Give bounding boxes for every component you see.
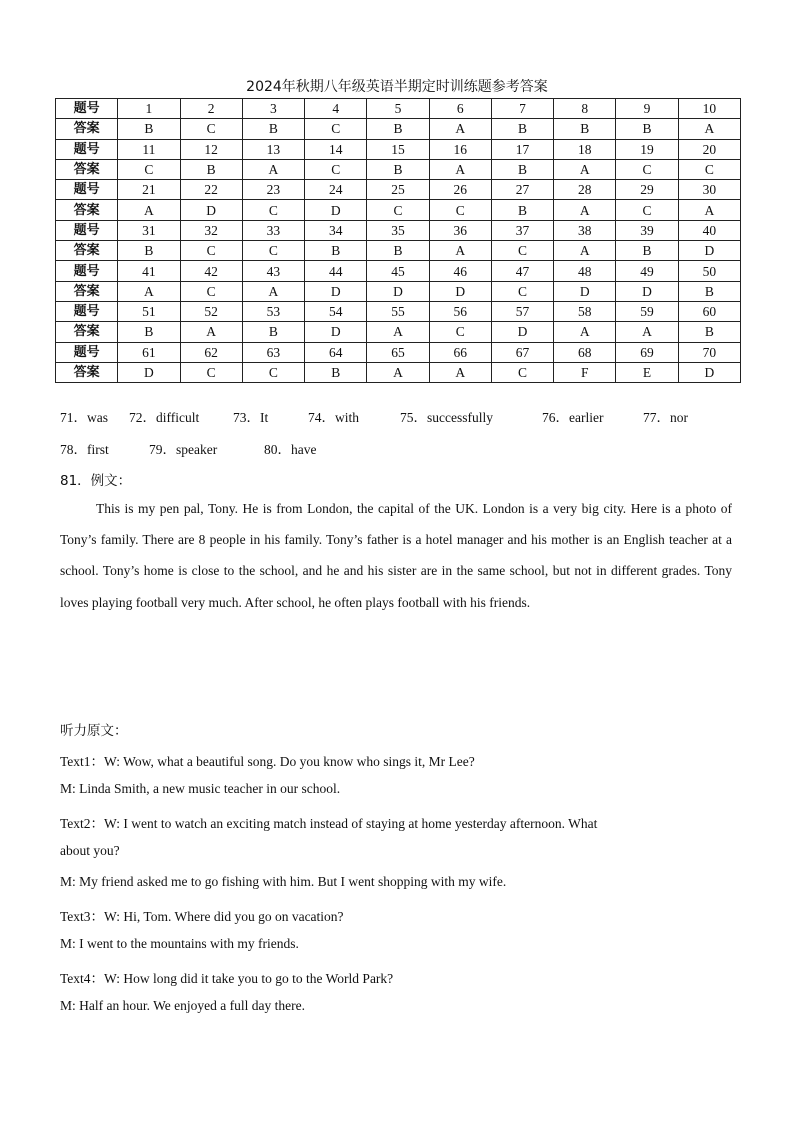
fill-answer-74: 74．with [308,410,360,425]
question-number-cell: 66 [429,342,491,362]
answer-cell: A [554,322,616,342]
answer-cell: A [554,159,616,179]
question-number-cell: 34 [305,220,367,240]
answer-cell: A [242,159,304,179]
question-number-cell: 20 [678,139,740,159]
answer-cell: C [491,281,553,301]
answer-cell: C [118,159,180,179]
question-number-cell: 65 [367,342,429,362]
answer-cell: B [367,241,429,261]
question-number-cell: 36 [429,220,491,240]
answer-cell: C [180,119,242,139]
question-number-cell: 4 [305,99,367,119]
question-number-label: 题号 [56,301,118,321]
answer-cell: D [305,281,367,301]
answer-cell: C [242,241,304,261]
question-number-cell: 64 [305,342,367,362]
answer-cell: C [491,241,553,261]
question-number-cell: 63 [242,342,304,362]
question-number-cell: 1 [118,99,180,119]
question-number-cell: 22 [180,180,242,200]
listening-line: M: I went to the mountains with my friends. [60,936,299,951]
answer-cell: D [616,281,678,301]
question-number-cell: 6 [429,99,491,119]
answer-cell: B [491,159,553,179]
answer-cell: C [180,281,242,301]
answer-cell: B [118,119,180,139]
answer-label: 答案 [56,119,118,139]
listening-line: M: My friend asked me to go fishing with him. But I went shopping with my wife. [60,874,507,889]
answer-cell: B [491,119,553,139]
answer-cell: B [242,322,304,342]
answer-cell: C [180,241,242,261]
question-number-cell: 28 [554,180,616,200]
question-number-cell: 62 [180,342,242,362]
answer-cell: A [367,362,429,382]
answer-cell: A [678,119,740,139]
question-number-cell: 21 [118,180,180,200]
answer-cell: B [491,200,553,220]
fill-in-line-1 [60,406,688,426]
question-number-cell: 53 [242,301,304,321]
answer-label: 答案 [56,200,118,220]
question-number-cell: 24 [305,180,367,200]
answer-label: 答案 [56,159,118,179]
answer-cell: A [429,241,491,261]
answer-cell: F [554,362,616,382]
question-number-cell: 69 [616,342,678,362]
listening-line: M: Half an hour. We enjoyed a full day there. [60,998,305,1013]
question-number-cell: 33 [242,220,304,240]
answer-cell: C [305,159,367,179]
answer-cell: D [678,362,740,382]
answer-cell: C [678,159,740,179]
answer-cell: C [429,322,491,342]
answer-cell: D [429,281,491,301]
answer-row [56,159,741,179]
question-number-cell: 52 [180,301,242,321]
question-number-cell: 31 [118,220,180,240]
answer-cell: A [429,362,491,382]
question-number-label: 题号 [56,180,118,200]
answer-cell: C [367,200,429,220]
question-number-cell: 5 [367,99,429,119]
fill-answer-72: 72．difficult [129,410,200,425]
question-number-cell: 44 [305,261,367,281]
fill-in-line-2 [60,438,316,458]
fill-answer-71: 71．was [60,410,108,425]
question-number-cell: 14 [305,139,367,159]
answer-cell: B [616,241,678,261]
question-number-cell: 35 [367,220,429,240]
answer-cell: A [678,200,740,220]
fill-answer-76: 76．earlier [542,410,604,425]
question-number-cell: 23 [242,180,304,200]
question-number-cell: 18 [554,139,616,159]
answer-cell: B [305,241,367,261]
question-number-cell: 39 [616,220,678,240]
question-number-cell: 11 [118,139,180,159]
question-number-cell: 45 [367,261,429,281]
answer-cell: A [118,281,180,301]
question-number-cell: 32 [180,220,242,240]
question-number-cell: 56 [429,301,491,321]
question-number-cell: 15 [367,139,429,159]
question-number-row [56,139,741,159]
fill-answer-79: 79．speaker [149,442,218,457]
listening-line: Text4：W: How long did it take you to go to the World Park? [60,971,394,986]
answer-cell: A [367,322,429,342]
answer-cell: B [367,159,429,179]
answer-cell: D [554,281,616,301]
answer-cell: B [118,241,180,261]
question-number-row [56,180,741,200]
fill-answer-80: 80．have [264,442,317,457]
fill-answer-75: 75．successfully [400,410,493,425]
answer-cell: C [616,200,678,220]
question-number-cell: 2 [180,99,242,119]
question-number-label: 题号 [56,139,118,159]
answer-row [56,362,741,382]
answer-cell: A [554,241,616,261]
question-number-cell: 49 [616,261,678,281]
answer-cell: D [118,362,180,382]
answer-cell: A [429,159,491,179]
answer-cell: D [305,322,367,342]
question-number-cell: 70 [678,342,740,362]
question-number-cell: 42 [180,261,242,281]
question-number-cell: 30 [678,180,740,200]
question-number-row [56,99,741,119]
question-number-label: 题号 [56,342,118,362]
question-number-cell: 41 [118,261,180,281]
question-number-cell: 58 [554,301,616,321]
answer-cell: D [367,281,429,301]
question-number-cell: 17 [491,139,553,159]
answer-cell: A [118,200,180,220]
question-number-cell: 37 [491,220,553,240]
question-number-cell: 3 [242,99,304,119]
listening-line: Text3：W: Hi, Tom. Where did you go on vacation? [60,909,344,924]
answer-cell: A [242,281,304,301]
question-number-cell: 26 [429,180,491,200]
fill-answer-73: 73．It [233,410,269,425]
question-number-row [56,220,741,240]
question-number-cell: 13 [242,139,304,159]
answer-label: 答案 [56,362,118,382]
answer-label: 答案 [56,281,118,301]
answer-row [56,119,741,139]
answer-row [56,241,741,261]
answer-cell: B [305,362,367,382]
listening-line: Text2：W: I went to watch an exciting match instead of staying at home yesterday afternoon. What [60,816,598,831]
question-number-cell: 10 [678,99,740,119]
page-title: 2024年秋期八年级英语半期定时训练题参考答案 [246,79,548,95]
question-number-cell: 43 [242,261,304,281]
answer-label: 答案 [56,322,118,342]
answer-cell: A [180,322,242,342]
listening-line: about you? [60,843,120,858]
fill-answer-77: 77．nor [643,410,688,425]
answer-cell: C [180,362,242,382]
listening-label: 听力原文： [60,723,128,739]
answer-cell: B [118,322,180,342]
answer-row [56,200,741,220]
question-number-cell: 25 [367,180,429,200]
question-number-row [56,301,741,321]
question-number-cell: 19 [616,139,678,159]
answer-row [56,322,741,342]
question-number-row [56,342,741,362]
question-number-label: 题号 [56,261,118,281]
question-number-cell: 54 [305,301,367,321]
question-number-cell: 60 [678,301,740,321]
answer-cell: B [367,119,429,139]
answer-cell: C [305,119,367,139]
answer-row [56,281,741,301]
fill-answer-78: 78．first [60,442,109,457]
question-number-cell: 12 [180,139,242,159]
answer-cell: B [180,159,242,179]
question-number-cell: 8 [554,99,616,119]
question-number-cell: 57 [491,301,553,321]
answer-cell: C [242,362,304,382]
question-number-cell: 51 [118,301,180,321]
answer-cell: D [678,241,740,261]
question-number-cell: 27 [491,180,553,200]
question-number-cell: 59 [616,301,678,321]
question-number-cell: 16 [429,139,491,159]
question-number-cell: 50 [678,261,740,281]
answer-cell: B [616,119,678,139]
answer-cell: C [616,159,678,179]
answer-cell: B [678,281,740,301]
essay-text: This is my pen pal, Tony. He is from London, the capital of the UK. London is a very big city. Here is a photo of Tony’s family. There are 8 people in his family. Tony’s father is a hotel manager and his mother is an English teacher at a school. Tony’s home is close to the school, and he and his sister are in the same school, but not in different grades. Tony loves playing football very much. After school, he often plays football with his friends. [60,501,732,610]
answer-cell: C [491,362,553,382]
question-number-cell: 55 [367,301,429,321]
question-number-cell: 40 [678,220,740,240]
answer-cell: B [678,322,740,342]
answer-cell: C [242,200,304,220]
essay-label: 81．例文： [60,473,132,489]
answer-cell: B [554,119,616,139]
question-number-cell: 61 [118,342,180,362]
answer-cell: B [242,119,304,139]
question-number-cell: 68 [554,342,616,362]
answer-cell: A [554,200,616,220]
listening-line: Text1：W: Wow, what a beautiful song. Do you know who sings it, Mr Lee? [60,754,475,769]
question-number-cell: 7 [491,99,553,119]
answer-cell: E [616,362,678,382]
answer-label: 答案 [56,241,118,261]
question-number-cell: 48 [554,261,616,281]
answer-cell: C [429,200,491,220]
answer-cell: D [491,322,553,342]
answer-cell: A [429,119,491,139]
question-number-cell: 9 [616,99,678,119]
question-number-cell: 46 [429,261,491,281]
answer-cell: A [616,322,678,342]
listening-line: M: Linda Smith, a new music teacher in our school. [60,781,341,796]
question-number-label: 题号 [56,220,118,240]
answer-table [55,98,741,383]
answer-cell: D [180,200,242,220]
answer-cell: D [305,200,367,220]
question-number-row [56,261,741,281]
essay-paragraph [60,493,732,618]
question-number-cell: 38 [554,220,616,240]
question-number-label: 题号 [56,99,118,119]
question-number-cell: 47 [491,261,553,281]
question-number-cell: 29 [616,180,678,200]
question-number-cell: 67 [491,342,553,362]
